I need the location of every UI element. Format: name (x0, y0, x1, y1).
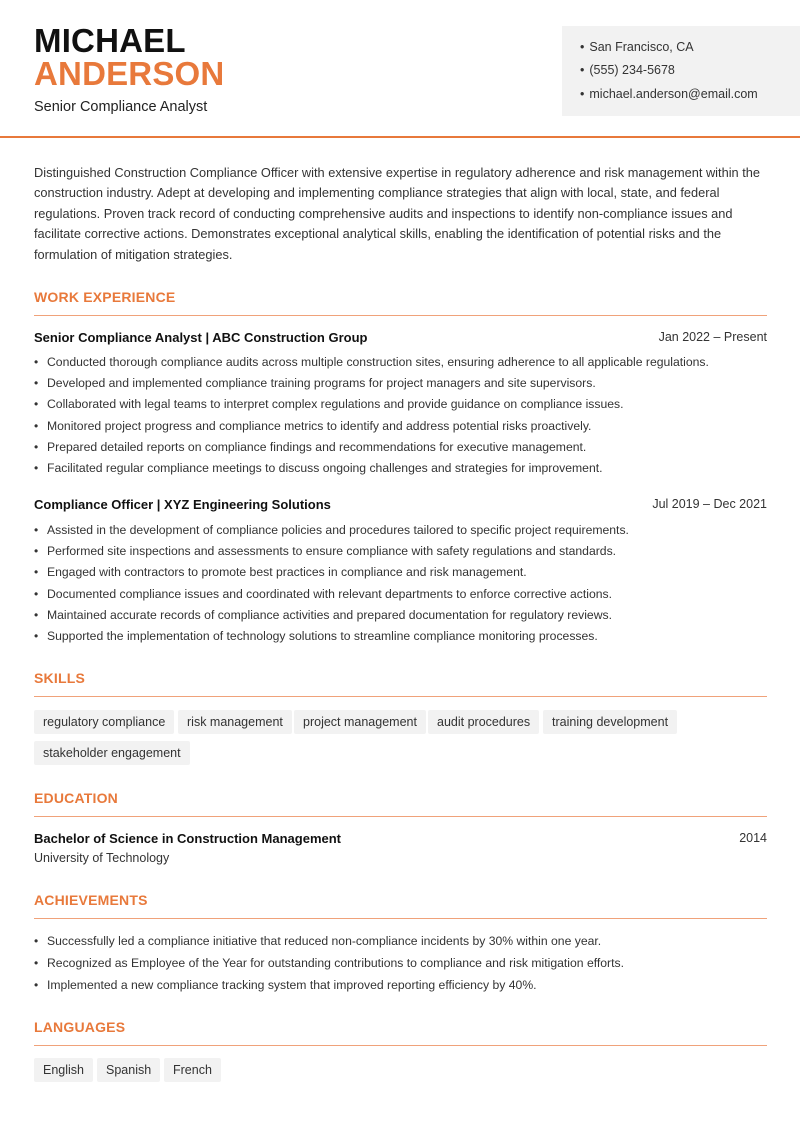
skill-chip: training development (543, 710, 677, 734)
list-item: • Supported the implementation of technology solutions to streamline compliance monitoring processes. (34, 626, 774, 647)
location-text: San Francisco, CA (589, 40, 694, 54)
list-item: • Facilitated regular compliance meetings to discuss ongoing challenges and strategies for improvement. (34, 458, 774, 479)
list-item: • Maintained accurate records of compliance activities and prepared documentation for regulatory reviews. (34, 605, 774, 626)
education-year: 2014 (739, 831, 767, 845)
bullet-icon: • (580, 40, 585, 54)
professional-summary: Distinguished Construction Compliance Officer with extensive expertise in regulatory adherence and risk management within the construction industry. Adept at developing and implementing compliance strategies that align with local, state, and federal regulations. Proven track record of conducting comprehensive audits and inspections to identify non-compliance issues and facilitate corrective actions. Demonstrates exceptional analytical skills, enabling the identification of potential risks and the formulation of mitigation strategies. (34, 165, 761, 262)
list-item: • Performed site inspections and assessments to ensure compliance with safety regulations and standards. (34, 541, 774, 562)
skill-chip: audit procedures (428, 710, 539, 734)
section-divider (34, 315, 767, 316)
job-title: Senior Compliance Analyst (34, 99, 208, 115)
skill-chip: risk management (178, 710, 292, 734)
section-title-languages: LANGUAGES (34, 1019, 126, 1035)
list-item: • Recognized as Employee of the Year for outstanding contributions to compliance and risk mitigation efforts. (34, 952, 774, 974)
resume-header (0, 0, 800, 138)
list-item: • Engaged with contractors to promote best practices in compliance and risk management. (34, 562, 774, 583)
job-dates: Jul 2019 – Dec 2021 (652, 497, 767, 511)
last-name: ANDERSON (34, 55, 225, 92)
achievements-list (34, 930, 774, 996)
job-dates: Jan 2022 – Present (658, 330, 767, 344)
phone-text: (555) 234-5678 (589, 63, 675, 77)
bullet-icon: • (580, 87, 585, 101)
language-chip: English (34, 1058, 93, 1082)
list-item: • Developed and implemented compliance training programs for project managers and site supervisors. (34, 373, 774, 394)
job-heading: Senior Compliance Analyst | ABC Construction Group (34, 330, 368, 345)
section-divider (34, 696, 767, 697)
list-item: • Monitored project progress and compliance metrics to identify and address potential risks proactively. (34, 416, 774, 437)
section-title-skills: SKILLS (34, 670, 85, 686)
skill-chip: project management (294, 710, 426, 734)
bullet-icon: • (580, 63, 585, 77)
education-degree: Bachelor of Science in Construction Management (34, 831, 341, 846)
language-chip: Spanish (97, 1058, 160, 1082)
contact-phone (580, 63, 675, 77)
contact-box (562, 26, 800, 116)
list-item: • Collaborated with legal teams to interpret complex regulations and provide guidance on compliance issues. (34, 394, 774, 415)
first-name: MICHAEL (34, 22, 186, 59)
contact-location (580, 40, 694, 54)
job-heading: Compliance Officer | XYZ Engineering Solutions (34, 497, 331, 512)
list-item: • Implemented a new compliance tracking system that improved reporting efficiency by 40%. (34, 974, 774, 996)
job-bullets (34, 520, 774, 647)
contact-email (580, 87, 758, 101)
section-title-achievements: ACHIEVEMENTS (34, 892, 148, 908)
language-chip: French (164, 1058, 221, 1082)
section-divider (34, 1045, 767, 1046)
list-item: • Successfully led a compliance initiative that reduced non-compliance incidents by 30% within one year. (34, 930, 774, 952)
list-item: • Documented compliance issues and coordinated with relevant departments to enforce corrective actions. (34, 584, 774, 605)
section-title-education: EDUCATION (34, 790, 118, 806)
section-divider (34, 816, 767, 817)
section-divider (34, 918, 767, 919)
job-bullets (34, 352, 774, 479)
email-text: michael.anderson@email.com (589, 87, 758, 101)
list-item: • Prepared detailed reports on compliance findings and recommendations for executive management. (34, 437, 774, 458)
education-school: University of Technology (34, 851, 170, 865)
list-item: • Assisted in the development of compliance policies and procedures tailored to specific project requirements. (34, 520, 774, 541)
skill-chip: regulatory compliance (34, 710, 174, 734)
list-item: • Conducted thorough compliance audits across multiple construction sites, ensuring adherence to all applicable regulations. (34, 352, 774, 373)
section-title-work-experience: WORK EXPERIENCE (34, 289, 176, 305)
skill-chip: stakeholder engagement (34, 741, 190, 765)
